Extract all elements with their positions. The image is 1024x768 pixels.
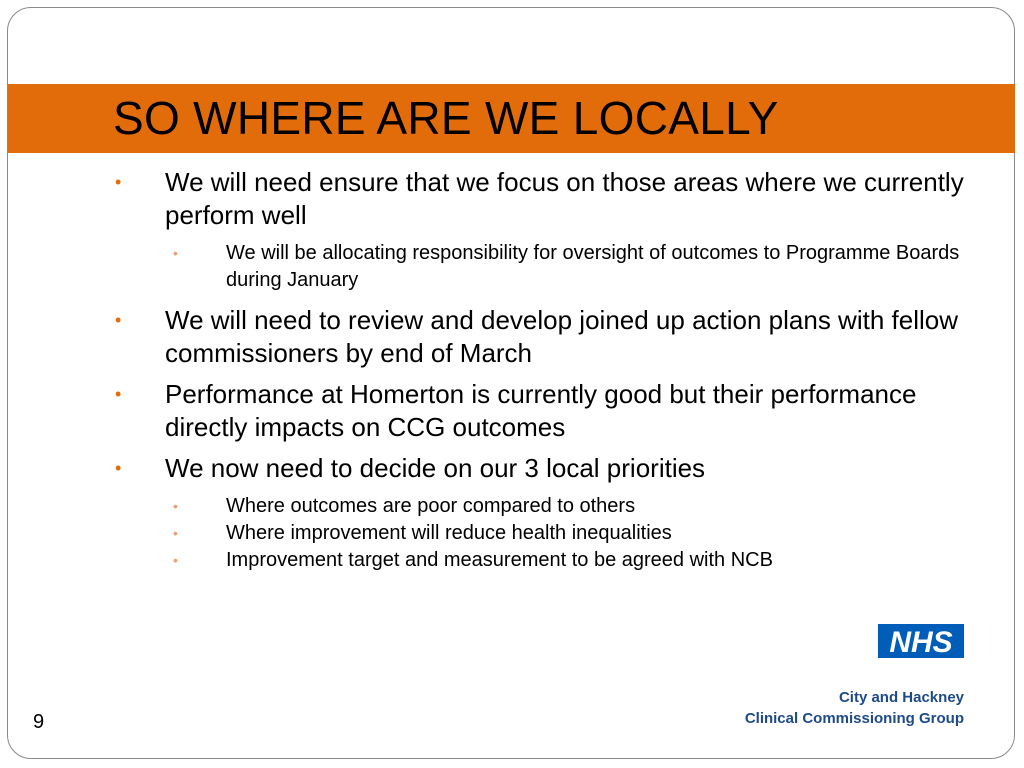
bullet-text: Performance at Homerton is currently good but their performance directly impacts on CCG outcomes <box>165 379 917 442</box>
sub-bullet-marker: • <box>173 552 178 568</box>
sub-bullet-list <box>110 240 970 294</box>
sub-bullet-marker: • <box>173 525 178 541</box>
sub-bullet-text: We will be allocating responsibility for oversight of outcomes to Programme Boards during January <box>226 242 960 291</box>
bullet-text: We now need to decide on our 3 local priorities <box>165 453 706 483</box>
bullet-text: We will need ensure that we focus on those areas where we currently perform well <box>165 167 964 230</box>
sub-bullet-marker: • <box>173 245 178 261</box>
org-name-line1: City and Hackney <box>838 689 964 706</box>
bullet-text: We will need to review and develop joined up action plans with fellow commissioners by end of March <box>165 305 958 368</box>
sub-bullet-item <box>110 493 970 520</box>
bullet-marker: • <box>115 172 122 192</box>
sub-bullet-marker: • <box>173 498 178 514</box>
nhs-logo-text: NHS <box>889 626 953 658</box>
org-name-line2: Clinical Commissioning Group <box>744 710 964 727</box>
bullet-marker: • <box>115 384 122 404</box>
sub-bullet-item <box>110 547 970 574</box>
sub-bullet-item <box>110 520 970 547</box>
bullet-item <box>110 378 970 444</box>
sub-bullet-text: Where outcomes are poor compared to others <box>226 495 636 517</box>
bullet-marker: • <box>115 310 122 330</box>
bullet-item <box>110 304 970 370</box>
sub-bullet-list <box>110 493 970 574</box>
bullet-marker: • <box>115 458 122 478</box>
slide-title: SO WHERE ARE WE LOCALLY <box>113 92 779 144</box>
bullet-item <box>110 452 970 485</box>
page-number: 9 <box>33 711 45 733</box>
sub-bullet-text: Improvement target and measurement to be agreed with NCB <box>226 549 773 571</box>
sub-bullet-text: Where improvement will reduce health inequalities <box>226 522 672 544</box>
nhs-logo <box>878 624 964 658</box>
sub-bullet-item <box>110 240 970 294</box>
bullet-item <box>110 166 970 232</box>
slide-content <box>110 166 970 584</box>
